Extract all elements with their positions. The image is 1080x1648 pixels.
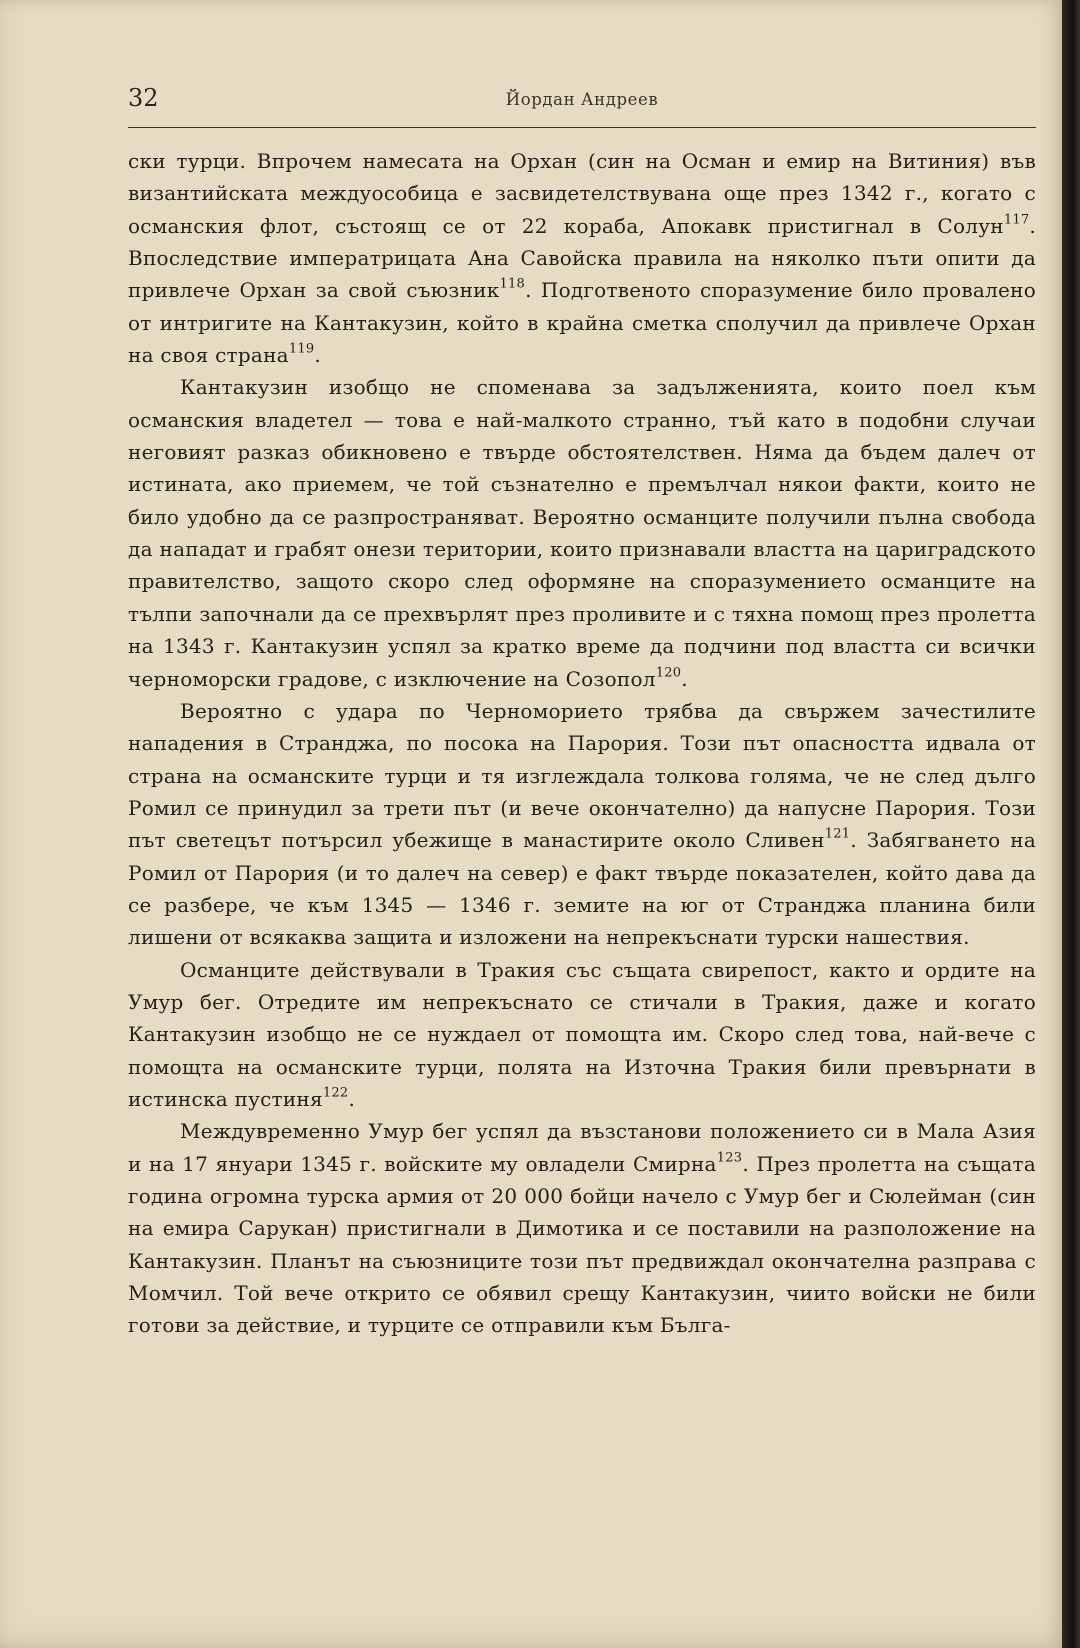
- body-text: [128, 145, 1036, 1342]
- page-edge-shadow: [1062, 0, 1080, 1648]
- paragraph-text: Османците действували в Тракия със същата свирепост, както и ордите на Умур бег. Отредите им непрекъснато се стичали в Тракия, даже и когато Кантакузин изобщо не се нуждаел от помощта им. Скоро след това, най-вече с помощта на османските турци, полята на Източна Тракия били превърнати в истинска пустиня: [128, 957, 1036, 1111]
- header-rule: [128, 127, 1036, 128]
- paragraph: [128, 145, 1036, 371]
- paragraph-text: .: [314, 343, 322, 368]
- paragraph-text: Кантакузин изобщо не споменава за задълженията, които поел към османския владетел — това е най-малкото странно, тъй като в подобни случаи неговият разказ обикновено е твърде обстоятелствен. Няма да бъдем далеч от истината, ако приемем, че той съзнателно е премълчал някои факти, които не било удобно да се разпространяват. Вероятно османците получили пълна свобода да нападат и грабят онези територии, които признавали властта на цариградското правителство, защото скоро след оформяне на споразумението османците на тълпи започнали да се прехвърлят през проливите и с тяхна помощ през пролетта на 1343 г. Кантакузин успял за кратко време да подчини под властта си всички черноморски градове, с изключение на Созопол: [128, 375, 1036, 691]
- running-head-author: Йордан Андреев: [505, 90, 659, 109]
- paragraph-text: . Забягването на Ромил от Парория (и то далеч на север) е факт твърде показателен, който дава да се разбере, че към 1345 — 1346 г. земите на юг от Странджа планина били лишени от всякаква защита и изложени на непрекъснати турски нашествия.: [128, 828, 1036, 950]
- page-header: [128, 84, 1036, 126]
- footnote-reference: 119: [288, 341, 315, 357]
- footnote-reference: 123: [716, 1149, 743, 1165]
- paragraph-text: ски турци. Впрочем намесата на Орхан (син на Осман и емир на Витиния) във византийската междуособица е засвидетелствувана още през 1342 г., когато с османския флот, състоящ се от 22 кораба, Апокавк пристигнал в Солун: [128, 149, 1036, 238]
- paragraph: [128, 695, 1036, 954]
- paragraph-text: . Впоследствие императрицата Ана Савойска правила на няколко пъти опити да привлече Орхан за свой съюзник: [128, 213, 1036, 303]
- paragraph: [128, 371, 1036, 694]
- paragraph: [128, 1115, 1036, 1341]
- footnote-reference: 120: [655, 664, 682, 680]
- paragraph-text: . Подготвеното споразумение било провалено от интригите на Кантакузин, който в крайна сметка сполучил да привлече Орхан на своя страна: [128, 278, 1036, 368]
- footnote-reference: 121: [824, 826, 851, 842]
- paragraph-text: . През пролетта на същата година огромна турска армия от 20 000 бойци начело с Умур бег и Сюлейман (син на емира Сарукан) пристигнали в Димотика и се поставили на разположение на Кантакузин. Планът на съюзниците този път предвиждал окончателна разправа с Момчил. Той вече открито се обявил срещу Кантакузин, чиито войски не били готови за действие, и турците се отправили към Бълга-: [128, 1151, 1036, 1338]
- page-number: 32: [128, 84, 159, 112]
- footnote-reference: 122: [322, 1085, 349, 1101]
- footnote-reference: 118: [499, 276, 526, 292]
- footnote-reference: 117: [1003, 211, 1030, 227]
- paragraph-text: Вероятно с удара по Черноморието трябва да свържем зачестилите нападения в Странджа, по посока на Парория. Този път опасността идвала от страна на османските турци и тя изглеждала толкова голяма, че не след дълго Ромил се принудил за трети път (и вече окончателно) да напусне Парория. Този път светецът потърсил убежище в манастирите около Сливен: [128, 698, 1036, 853]
- paragraph: [128, 954, 1036, 1116]
- paragraph-text: .: [681, 666, 688, 691]
- paragraph-text: .: [348, 1086, 356, 1111]
- paragraph-text: Междувременно Умур бег успял да възстанови положението си в Мала Азия и на 17 януари 1345 г. войските му овладели Смирна: [128, 1119, 1036, 1176]
